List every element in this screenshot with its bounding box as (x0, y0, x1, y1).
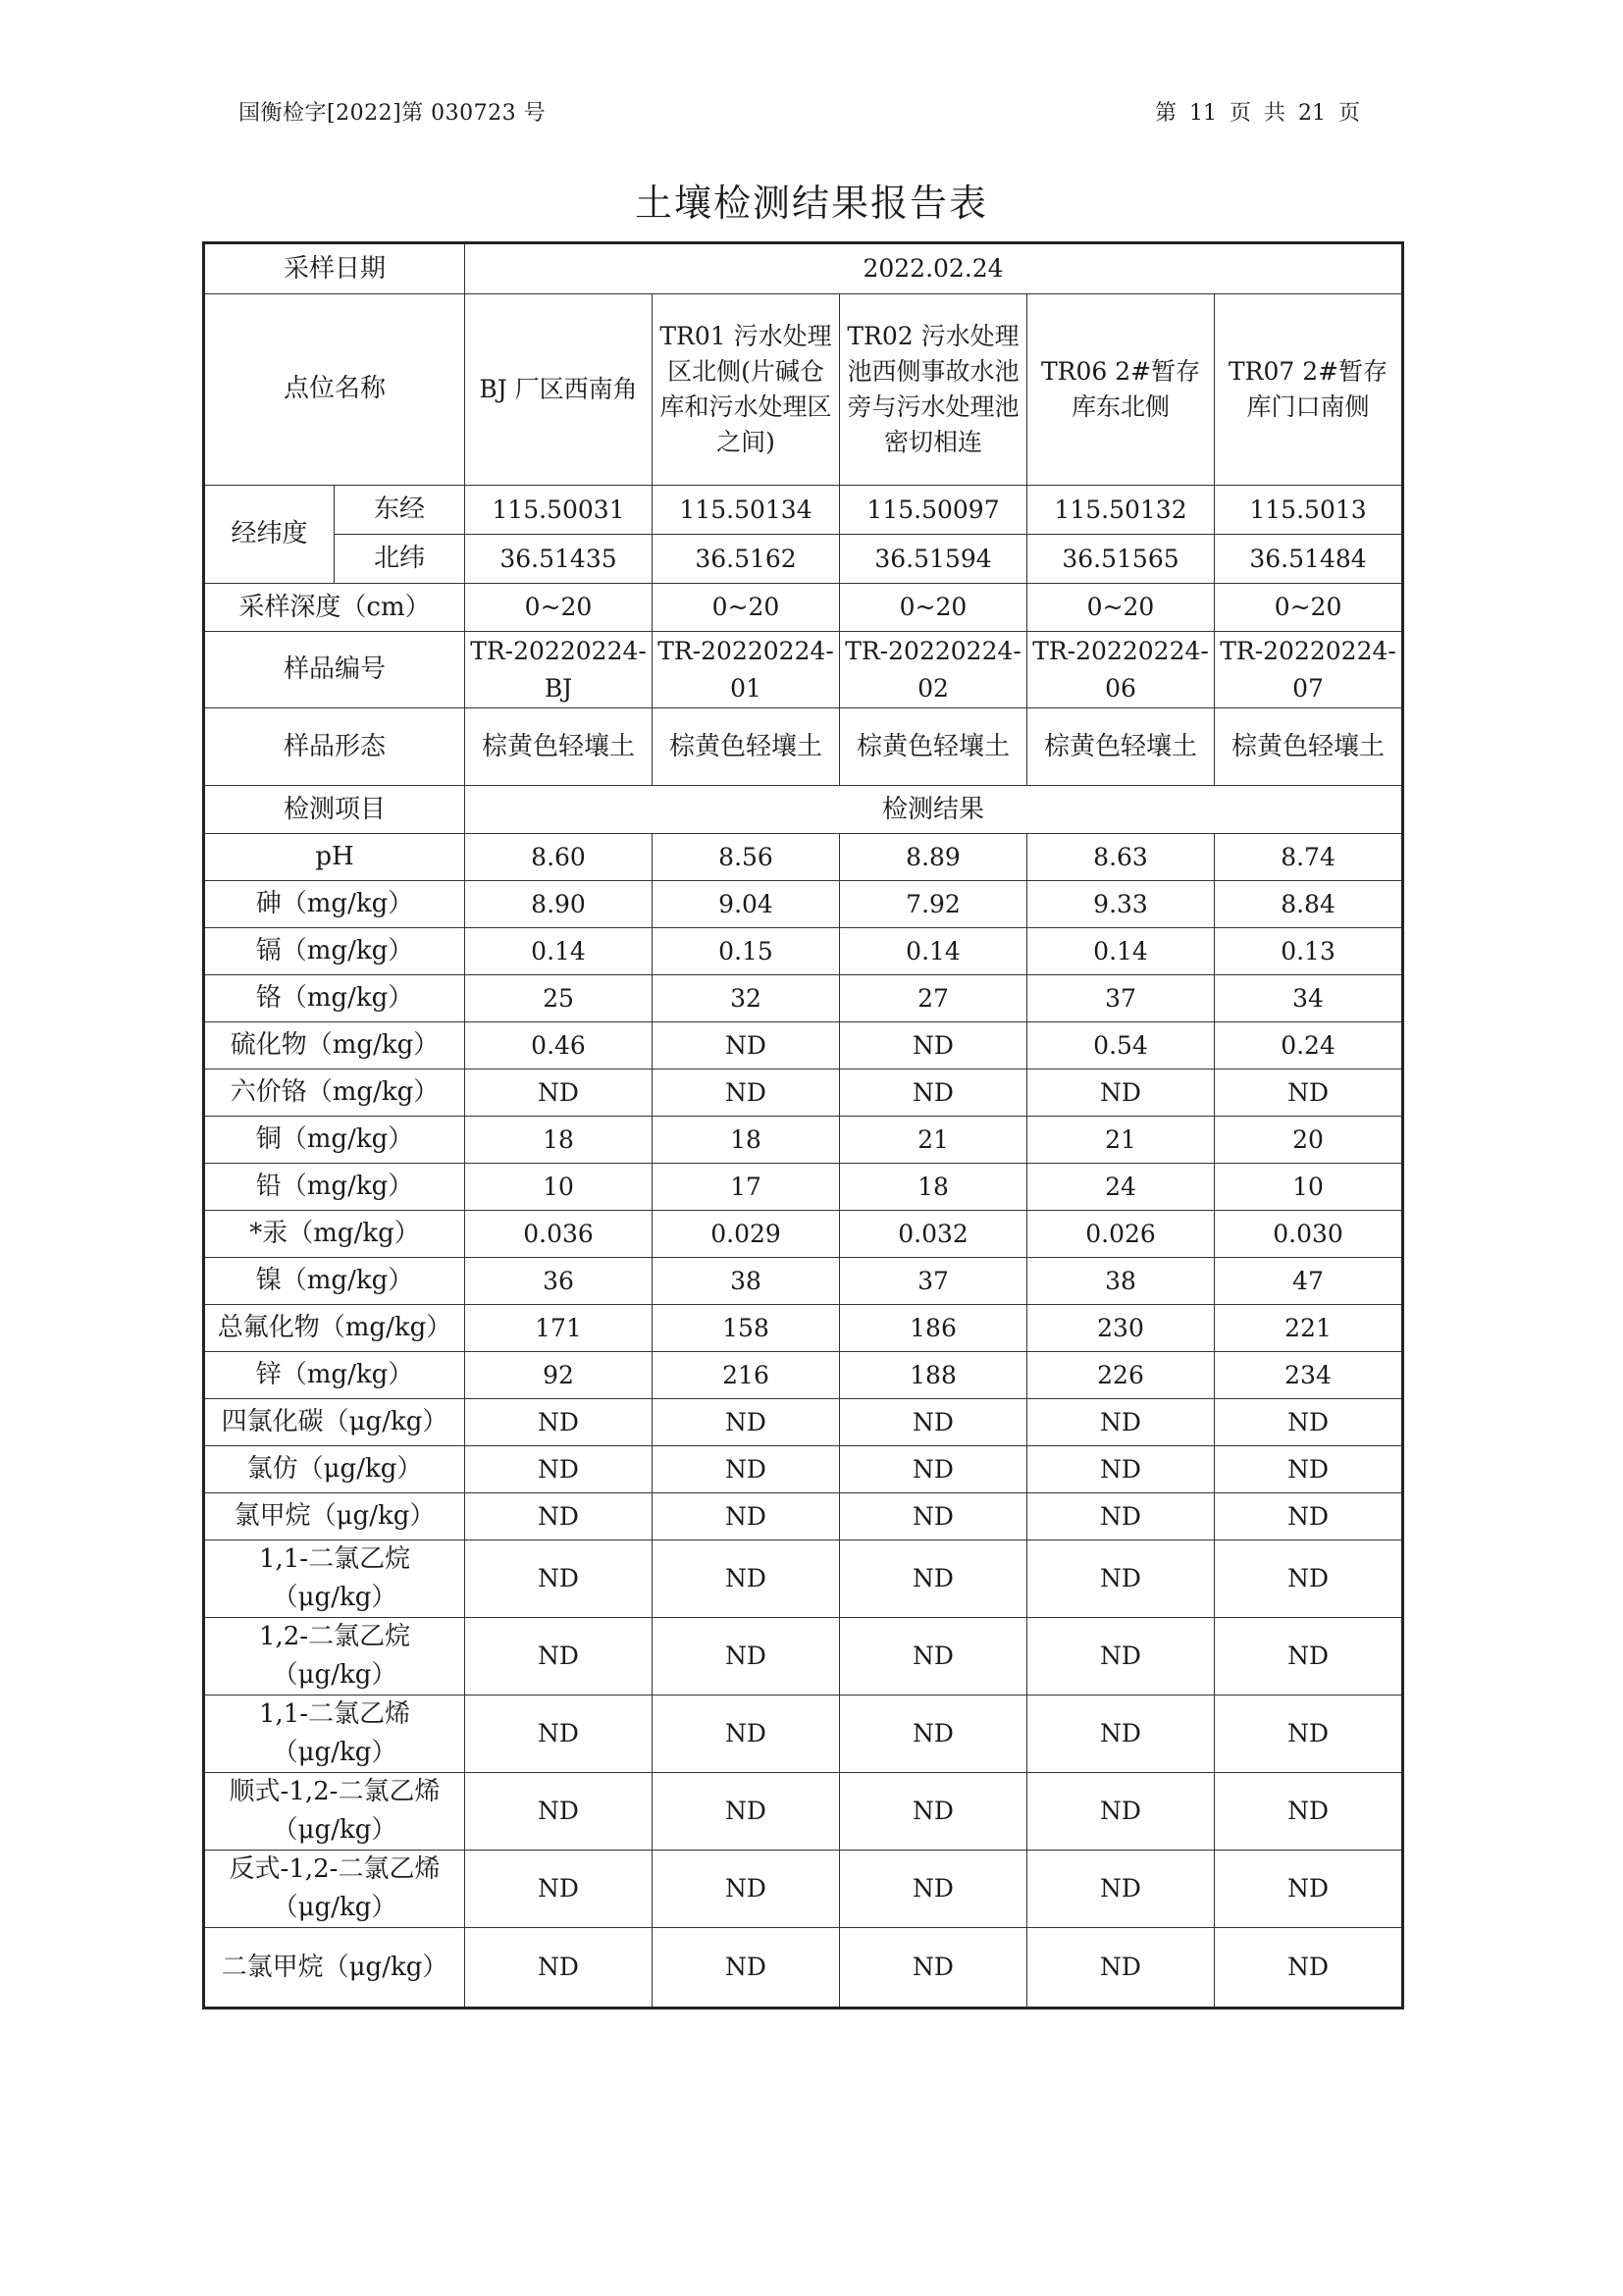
test-item-name: 锌（mg/kg） (204, 1352, 465, 1399)
result-row (204, 1070, 1403, 1117)
row-items-header (204, 786, 1403, 834)
result-value: ND (653, 1022, 840, 1070)
result-value: ND (653, 1618, 840, 1696)
result-value: 8.84 (1215, 881, 1403, 928)
sample-form: 棕黄色轻壤土 (653, 708, 840, 786)
test-item-name: 1,1-二氯乙烯（μg/kg） (204, 1696, 465, 1773)
result-value: 0.026 (1027, 1211, 1215, 1258)
result-value: 24 (1027, 1164, 1215, 1211)
result-value: ND (1215, 1540, 1403, 1618)
result-value: ND (653, 1851, 840, 1928)
result-value: 226 (1027, 1352, 1215, 1399)
sample-form: 棕黄色轻壤土 (1215, 708, 1403, 786)
result-row (204, 1446, 1403, 1493)
result-value: 18 (840, 1164, 1027, 1211)
row-sampling-date (204, 243, 1403, 294)
report-number: 国衡检字[2022]第 030723 号 (238, 101, 547, 126)
test-item-name: 顺式-1,2-二氯乙烯（μg/kg） (204, 1773, 465, 1851)
result-value: ND (1215, 1773, 1403, 1851)
result-value: ND (1215, 1928, 1403, 2009)
longitude-label: 东经 (335, 486, 465, 535)
result-value: ND (653, 1493, 840, 1540)
test-item-name: *汞（mg/kg） (204, 1211, 465, 1258)
page-info: 第 11 页 共 21 页 (1155, 101, 1360, 126)
result-value: 25 (465, 975, 653, 1022)
result-value: ND (465, 1493, 653, 1540)
result-value: ND (653, 1399, 840, 1446)
test-item-name: 砷（mg/kg） (204, 881, 465, 928)
result-value: ND (1027, 1493, 1215, 1540)
longitude-value: 115.50097 (840, 486, 1027, 535)
result-value: 234 (1215, 1352, 1403, 1399)
result-value: 18 (465, 1117, 653, 1164)
result-value: 34 (1215, 975, 1403, 1022)
result-value: 18 (653, 1117, 840, 1164)
result-row (204, 928, 1403, 975)
result-value: 38 (653, 1258, 840, 1305)
latlon-label: 经纬度 (204, 486, 335, 584)
sample-code: TR-20220224-06 (1027, 632, 1215, 708)
sample-form: 棕黄色轻壤土 (465, 708, 653, 786)
result-value: 188 (840, 1352, 1027, 1399)
result-value: 36 (465, 1258, 653, 1305)
result-value: ND (1027, 1773, 1215, 1851)
depth-label: 采样深度（cm） (204, 584, 465, 632)
result-value: ND (1215, 1696, 1403, 1773)
test-item-name: 四氯化碳（μg/kg） (204, 1399, 465, 1446)
result-value: ND (465, 1696, 653, 1773)
sample-code: TR-20220224-07 (1215, 632, 1403, 708)
result-value: 21 (840, 1117, 1027, 1164)
result-value: 38 (1027, 1258, 1215, 1305)
row-latitude (204, 535, 1403, 584)
point-name: TR02 污水处理池西侧事故水池旁与污水处理池密切相连 (840, 294, 1027, 486)
latitude-value: 36.51565 (1027, 535, 1215, 584)
test-item-name: 反式-1,2-二氯乙烯（μg/kg） (204, 1851, 465, 1928)
item-label: 检测项目 (204, 786, 465, 834)
result-value: 171 (465, 1305, 653, 1352)
result-value: ND (465, 1540, 653, 1618)
result-value: 37 (1027, 975, 1215, 1022)
latitude-value: 36.51484 (1215, 535, 1403, 584)
sample-form: 棕黄色轻壤土 (840, 708, 1027, 786)
result-value: ND (1215, 1618, 1403, 1696)
result-value: 7.92 (840, 881, 1027, 928)
result-value: ND (465, 1928, 653, 2009)
result-value: 0.46 (465, 1022, 653, 1070)
result-value: ND (1027, 1070, 1215, 1117)
result-row (204, 1696, 1403, 1773)
depth-value: 0~20 (1215, 584, 1403, 632)
row-depth (204, 584, 1403, 632)
result-value: ND (465, 1773, 653, 1851)
result-value: ND (653, 1773, 840, 1851)
result-value: ND (840, 1618, 1027, 1696)
result-value: 0.54 (1027, 1022, 1215, 1070)
test-item-name: 总氟化物（mg/kg） (204, 1305, 465, 1352)
result-value: ND (1027, 1696, 1215, 1773)
result-value: 8.90 (465, 881, 653, 928)
result-value: 0.032 (840, 1211, 1027, 1258)
test-item-name: 氯仿（μg/kg） (204, 1446, 465, 1493)
result-row (204, 834, 1403, 881)
results-table (202, 241, 1404, 2009)
result-value: ND (1215, 1493, 1403, 1540)
test-item-name: 1,2-二氯乙烷（μg/kg） (204, 1618, 465, 1696)
result-value: ND (1215, 1070, 1403, 1117)
result-value: ND (840, 1928, 1027, 2009)
result-row (204, 1399, 1403, 1446)
result-value: ND (1215, 1851, 1403, 1928)
result-value: ND (840, 1773, 1027, 1851)
result-value: ND (465, 1399, 653, 1446)
result-row (204, 1164, 1403, 1211)
point-name: TR07 2#暂存库门口南侧 (1215, 294, 1403, 486)
result-value: 10 (1215, 1164, 1403, 1211)
result-value: 8.89 (840, 834, 1027, 881)
result-value: 37 (840, 1258, 1027, 1305)
result-value: ND (1027, 1446, 1215, 1493)
test-item-name: 二氯甲烷（μg/kg） (204, 1928, 465, 2009)
row-sample-form (204, 708, 1403, 786)
result-value: 9.04 (653, 881, 840, 928)
row-sample-code (204, 632, 1403, 708)
result-row (204, 1211, 1403, 1258)
sample-code-label: 样品编号 (204, 632, 465, 708)
result-value: ND (1027, 1618, 1215, 1696)
depth-value: 0~20 (653, 584, 840, 632)
result-value: 216 (653, 1352, 840, 1399)
test-item-name: 铬（mg/kg） (204, 975, 465, 1022)
point-name-label: 点位名称 (204, 294, 465, 486)
sample-form: 棕黄色轻壤土 (1027, 708, 1215, 786)
result-value: 21 (1027, 1117, 1215, 1164)
result-value: 0.14 (465, 928, 653, 975)
result-row (204, 1022, 1403, 1070)
result-value: ND (653, 1928, 840, 2009)
test-item-name: 硫化物（mg/kg） (204, 1022, 465, 1070)
result-row (204, 1117, 1403, 1164)
sample-form-label: 样品形态 (204, 708, 465, 786)
latitude-label: 北纬 (335, 535, 465, 584)
result-label: 检测结果 (465, 786, 1403, 834)
result-value: 0.14 (840, 928, 1027, 975)
result-value: 47 (1215, 1258, 1403, 1305)
result-row (204, 1352, 1403, 1399)
result-value: 8.56 (653, 834, 840, 881)
result-value: ND (840, 1399, 1027, 1446)
sample-code: TR-20220224-01 (653, 632, 840, 708)
page-title: 土壤检测结果报告表 (634, 182, 988, 225)
test-item-name: 镍（mg/kg） (204, 1258, 465, 1305)
result-value: 32 (653, 975, 840, 1022)
result-row (204, 1851, 1403, 1928)
result-value: ND (840, 1696, 1027, 1773)
result-value: ND (465, 1618, 653, 1696)
result-value: ND (840, 1022, 1027, 1070)
result-value: 9.33 (1027, 881, 1215, 928)
test-item-name: 六价铬（mg/kg） (204, 1070, 465, 1117)
result-value: 27 (840, 975, 1027, 1022)
result-value: ND (840, 1070, 1027, 1117)
result-value: 230 (1027, 1305, 1215, 1352)
point-name: TR01 污水处理区北侧(片碱仓库和污水处理区之间) (653, 294, 840, 486)
longitude-value: 115.50132 (1027, 486, 1215, 535)
row-longitude (204, 486, 1403, 535)
result-value: ND (840, 1851, 1027, 1928)
result-value: 8.63 (1027, 834, 1215, 881)
result-row (204, 1493, 1403, 1540)
depth-value: 0~20 (840, 584, 1027, 632)
test-item-name: 1,1-二氯乙烷（μg/kg） (204, 1540, 465, 1618)
result-value: ND (1027, 1399, 1215, 1446)
result-row (204, 1540, 1403, 1618)
result-value: 0.030 (1215, 1211, 1403, 1258)
depth-value: 0~20 (1027, 584, 1215, 632)
result-value: 0.24 (1215, 1022, 1403, 1070)
result-value: ND (653, 1446, 840, 1493)
depth-value: 0~20 (465, 584, 653, 632)
result-value: 0.14 (1027, 928, 1215, 975)
longitude-value: 115.50031 (465, 486, 653, 535)
point-name: BJ 厂区西南角 (465, 294, 653, 486)
result-value: ND (465, 1851, 653, 1928)
result-value: 0.13 (1215, 928, 1403, 975)
result-row (204, 1618, 1403, 1696)
result-value: ND (653, 1696, 840, 1773)
longitude-value: 115.5013 (1215, 486, 1403, 535)
sampling-date-value: 2022.02.24 (465, 243, 1403, 294)
result-value: ND (1215, 1446, 1403, 1493)
result-value: 158 (653, 1305, 840, 1352)
result-value: ND (653, 1070, 840, 1117)
results-body (204, 834, 1403, 2009)
result-value: ND (840, 1446, 1027, 1493)
latitude-value: 36.51594 (840, 535, 1027, 584)
sample-code: TR-20220224-02 (840, 632, 1027, 708)
row-point-name (204, 294, 1403, 486)
result-value: 0.029 (653, 1211, 840, 1258)
result-value: 17 (653, 1164, 840, 1211)
latitude-value: 36.51435 (465, 535, 653, 584)
result-row (204, 1258, 1403, 1305)
point-name: TR06 2#暂存库东北侧 (1027, 294, 1215, 486)
result-row (204, 1773, 1403, 1851)
result-value: ND (840, 1540, 1027, 1618)
result-value: 0.15 (653, 928, 840, 975)
result-value: ND (465, 1070, 653, 1117)
result-value: 8.74 (1215, 834, 1403, 881)
result-value: 186 (840, 1305, 1027, 1352)
result-value: ND (653, 1540, 840, 1618)
result-value: 8.60 (465, 834, 653, 881)
test-item-name: 铅（mg/kg） (204, 1164, 465, 1211)
result-value: 0.036 (465, 1211, 653, 1258)
result-value: 92 (465, 1352, 653, 1399)
result-value: ND (1027, 1928, 1215, 2009)
result-row (204, 975, 1403, 1022)
latitude-value: 36.5162 (653, 535, 840, 584)
result-value: 221 (1215, 1305, 1403, 1352)
result-row (204, 1928, 1403, 2009)
result-row (204, 881, 1403, 928)
longitude-value: 115.50134 (653, 486, 840, 535)
result-value: ND (465, 1446, 653, 1493)
result-value: ND (1027, 1540, 1215, 1618)
test-item-name: pH (204, 834, 465, 881)
test-item-name: 镉（mg/kg） (204, 928, 465, 975)
sample-code: TR-20220224-BJ (465, 632, 653, 708)
result-value: ND (840, 1493, 1027, 1540)
test-item-name: 氯甲烷（μg/kg） (204, 1493, 465, 1540)
sampling-date-label: 采样日期 (204, 243, 465, 294)
result-value: 10 (465, 1164, 653, 1211)
result-value: 20 (1215, 1117, 1403, 1164)
result-row (204, 1305, 1403, 1352)
result-value: ND (1027, 1851, 1215, 1928)
test-item-name: 铜（mg/kg） (204, 1117, 465, 1164)
result-value: ND (1215, 1399, 1403, 1446)
